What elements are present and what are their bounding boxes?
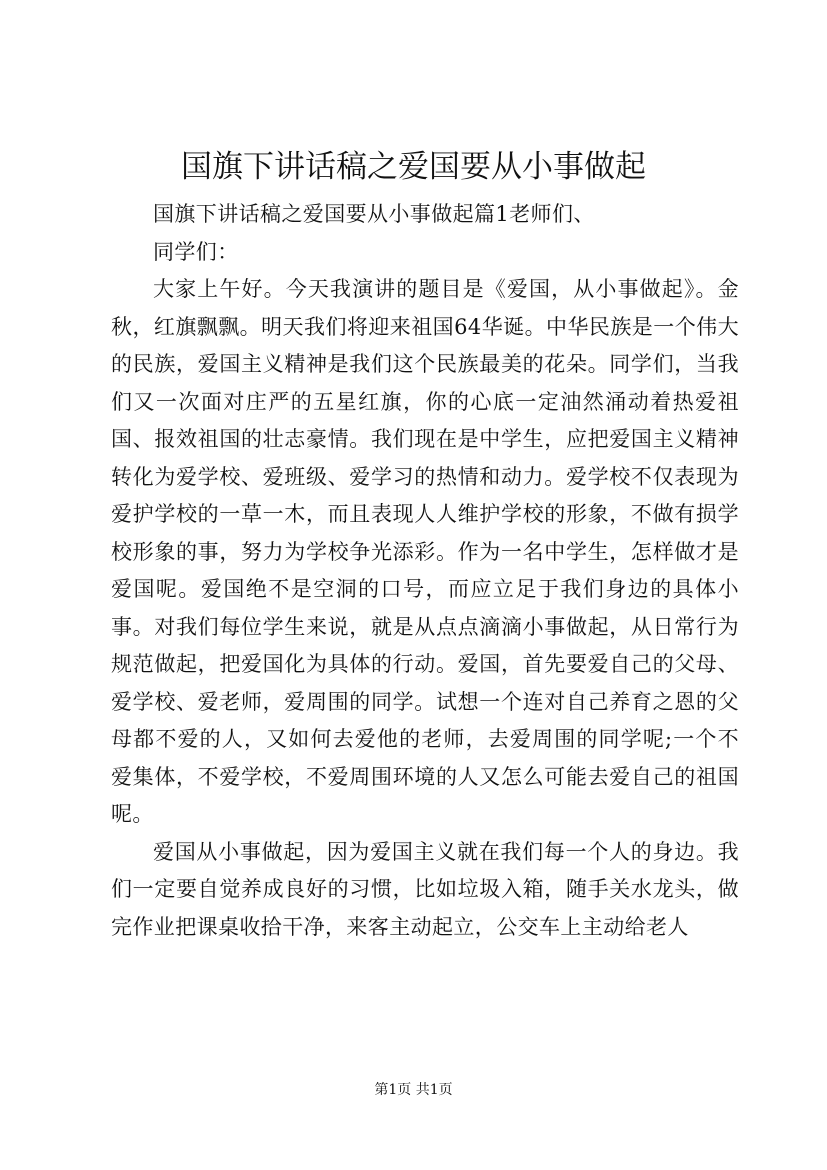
paragraph: 国旗下讲话稿之爱国要从小事做起篇1老师们、	[153, 202, 595, 226]
page-footer: 第1页 共1页	[374, 1082, 453, 1098]
paragraph: 大家上午好。今天我演讲的题目是《爱国，从小事做起》。金秋，红旗飘飘。明天我们将迎来祖国64华诞。中华民族是一个伟大的民族，爱国主义精神是我们这个民族最美的花朵。同学们，当我们又一次面对庄严的五星红旗，你的心底一定油然涌动着热爱祖国、报效祖国的壮志豪情。我们现在是中学生，应把爱国主义精神转化为爱学校、爱班级、爱学习的热情和动力。爱学校不仅表现为爱护学校的一草一木，而且表现人人维护学校的形象，不做有损学校形象的事，努力为学校争光添彩。作为一名中学生，怎样做才是爱国呢。爱国绝不是空洞的口号，而应立足于我们身边的具体小事。对我们每位学生来说，就是从点点滴滴小事做起，从日常行为规范做起，把爱国化为具体的行动。爱国，首先要爱自己的父母、爱学校、爱老师，爱周围的同学。试想一个连对自己养育之恩的父母都不爱的人，又如何去爱他的老师，去爱周围的同学呢;一个不爱集体，不爱学校，不爱周围环境的人又怎么可能去爱自己的祖国呢。	[111, 277, 739, 826]
paragraph: 爱国从小事做起，因为爱国主义就在我们每一个人的身边。我们一定要自觉养成良好的习惯，比如垃圾入箱，随手关水龙头，做完作业把课桌收拾干净，来客主动起立，公交车上主动给老人	[111, 839, 739, 939]
paragraph: 同学们：	[153, 239, 239, 264]
document-title: 国旗下讲话稿之爱国要从小事做起	[181, 149, 646, 185]
document-body	[111, 196, 739, 946]
